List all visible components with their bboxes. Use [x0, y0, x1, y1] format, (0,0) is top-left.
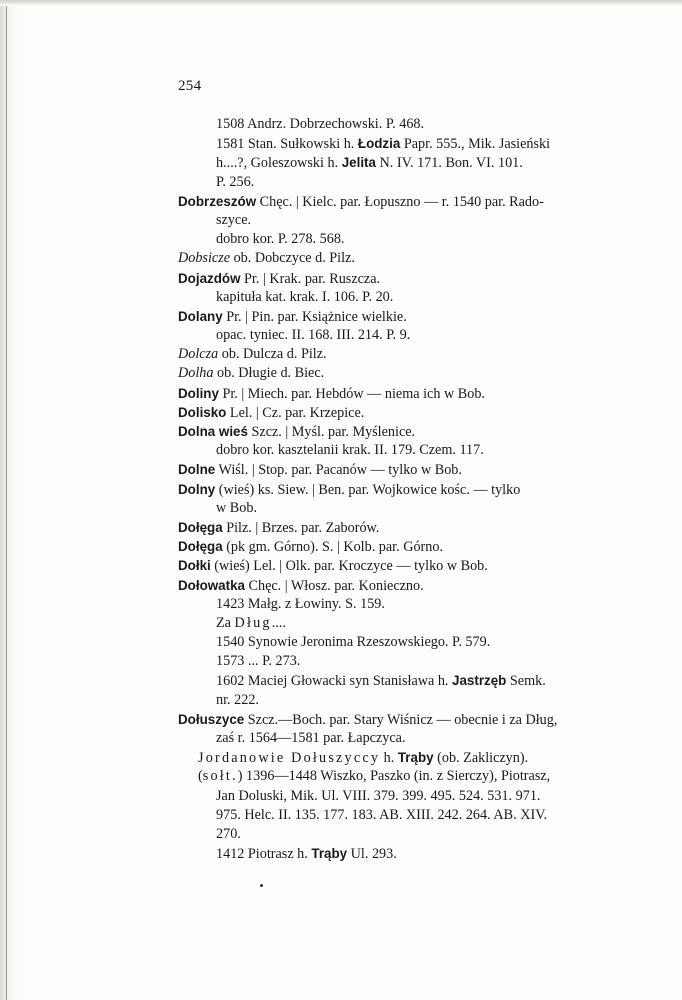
line-text: Za [216, 614, 235, 631]
entry-headword: Dołki [178, 558, 211, 574]
line-text: dobro kor. P. 278. 568. [216, 231, 345, 248]
text-line [178, 806, 628, 825]
text-line [178, 269, 628, 288]
text-body [178, 115, 628, 863]
entry-headword: Doliny [178, 385, 219, 401]
line-text: ob. Dulcza d. Pilz. [218, 346, 327, 363]
text-line [178, 595, 628, 614]
line-text: P. 256. [216, 173, 255, 190]
line-text: dobro kor. kasztelanii krak. II. 179. Czem. 117. [216, 442, 484, 459]
line-text: nr. 222. [216, 691, 259, 708]
line-text: (wieś) ks. Siew. | Ben. par. Wojkowice kośc. — tylko [215, 481, 521, 498]
text-line [178, 403, 628, 422]
text-line [178, 767, 628, 786]
binding-edge-line [6, 0, 7, 1000]
entry-headword: Łodzia [357, 136, 401, 152]
text-line [178, 307, 628, 326]
text-line [178, 844, 628, 863]
entry-headword: Jelita [341, 155, 376, 171]
line-text: 975. Helc. II. 135. 177. 183. AB. XIII. 242. 264. AB. XIV. [216, 806, 548, 823]
text-line [178, 576, 628, 595]
line-text: 1573 ... P. 273. [216, 653, 301, 670]
italic-reference: Dolcza [178, 346, 219, 363]
entry-headword: Dolne [178, 462, 216, 478]
spaced-text: Jordanowie Dołuszyccy [198, 750, 381, 767]
line-text: Wiśl. | Stop. par. Pacanów — tylko w Bob. [215, 462, 462, 479]
text-line [178, 364, 628, 383]
line-text: ( [198, 768, 203, 785]
line-text: N. IV. 171. Bon. VI. 101. [375, 155, 523, 172]
italic-reference: Dobsicze [178, 250, 231, 267]
line-text: (ob. Zakliczyn). [433, 750, 529, 767]
text-line [178, 384, 628, 403]
line-text: Szcz. | Myśl. par. Myślenice. [247, 424, 416, 440]
text-line [178, 173, 628, 192]
ink-speck [260, 884, 263, 887]
entry-headword: Dołowatka [178, 577, 245, 593]
line-text: Jan Doluski, Mik. Ul. VIII. 379. 399. 495. 524. 531. 971. [216, 787, 541, 804]
text-line [178, 825, 628, 844]
entry-headword: Trąby [311, 846, 348, 862]
line-text: Semk. [506, 673, 546, 690]
line-text: 1602 Maciej Głowacki syn Stanisława h. [216, 673, 453, 690]
text-line [178, 748, 628, 767]
line-text: h....?, Goleszowski h. [216, 155, 342, 172]
text-line [178, 134, 628, 153]
entry-headword: Dolna wieś [178, 424, 248, 439]
top-page-edge [0, 0, 682, 6]
spaced-text: sołt. [202, 768, 238, 785]
line-text: Ul. 293. [347, 846, 397, 863]
text-line [178, 422, 628, 441]
line-text: (wieś) Lel. | Olk. par. Kroczyce — tylko w Bob. [210, 558, 488, 575]
line-text: Pr. | Krak. par. Ruszcza. [240, 270, 381, 287]
text-line [178, 710, 628, 729]
text-line [178, 211, 628, 230]
text-line [178, 326, 628, 345]
line-text: 1508 Andrz. Dobrzechowski. P. 468. [216, 116, 425, 132]
text-line [178, 441, 628, 460]
line-text: 1540 Synowie Jeronima Rzeszowskiego. P. 579. [216, 634, 491, 651]
line-text: Szcz.—Boch. par. Stary Wiśnicz — obecnie i za Dług, [244, 711, 558, 728]
line-text: opac. tyniec. II. 168. III. 214. P. 9. [216, 327, 411, 344]
line-text: Pr. | Miech. par. Hebdów — niema ich w Bob. [218, 385, 485, 402]
text-line [178, 460, 628, 479]
text-line [178, 115, 628, 134]
line-text: Chęc. | Włosz. par. Konieczno. [244, 577, 424, 594]
text-line [178, 671, 628, 690]
text-line [178, 192, 628, 211]
line-text: Pilz. | Brzes. par. Zaborów. [222, 519, 380, 536]
text-line [178, 518, 628, 537]
line-text: Chęc. | Kielc. par. Łopuszno — r. 1540 par. Rado- [256, 193, 544, 210]
line-text: szyce. [216, 211, 252, 228]
entry-headword: Dolny [178, 481, 216, 497]
line-text: h. [380, 750, 398, 767]
line-text: ob. Długie d. Biec. [213, 365, 325, 382]
text-line [178, 729, 628, 748]
line-text: Lel. | Cz. par. Krzepice. [226, 404, 365, 421]
text-line [178, 230, 628, 249]
entry-headword: Trąby [397, 750, 434, 766]
text-line [178, 288, 628, 307]
line-text: 1423 Małg. z Łowiny. S. 159. [216, 595, 385, 612]
text-line [178, 633, 628, 652]
line-text: ob. Dobczyce d. Pilz. [230, 250, 355, 267]
page-number: 254 [178, 78, 202, 94]
entry-headword: Dojazdów [178, 270, 241, 286]
entry-headword: Dobrzeszów [178, 193, 257, 209]
text-line [178, 652, 628, 671]
spaced-text: Dług [234, 614, 272, 631]
line-text: zaś r. 1564—1581 par. Łapczyca. [216, 730, 406, 746]
line-text: ) 1396—1448 Wiszko, Paszko (in. z Sierczy), Piotrasz, [237, 768, 551, 785]
entry-headword: Dolany [178, 308, 223, 324]
text-line [178, 480, 628, 499]
entry-headword: Dołęga [178, 519, 223, 535]
line-text: Papr. 555., Mik. Jasieński [400, 136, 551, 153]
text-line [178, 691, 628, 710]
text-line [178, 345, 628, 364]
line-text: 1412 Piotrasz h. [216, 846, 312, 863]
text-line [178, 153, 628, 172]
line-text: .... [271, 614, 286, 631]
line-text: kapituła kat. krak. I. 106. P. 20. [216, 288, 394, 305]
entry-headword: Dolisko [178, 404, 227, 420]
line-text: 270. [216, 825, 241, 842]
entry-headword: Dołęga [178, 539, 223, 555]
line-text: Pr. | Pin. par. Książnice wielkie. [222, 308, 407, 325]
entry-headword: Jastrzęb [452, 673, 507, 689]
italic-reference: Dolha [178, 365, 214, 382]
line-text: w Bob. [216, 499, 257, 516]
entry-headword: Dołuszyce [178, 711, 245, 727]
text-line [178, 499, 628, 518]
text-line [178, 537, 628, 556]
text-line [178, 787, 628, 806]
binding-edge [0, 0, 18, 1000]
line-text: (pk gm. Górno). S. | Kolb. par. Górno. [222, 539, 444, 556]
text-line [178, 614, 628, 633]
text-line [178, 556, 628, 575]
line-text: 1581 Stan. Sułkowski h. [216, 136, 358, 153]
text-line [178, 249, 628, 268]
